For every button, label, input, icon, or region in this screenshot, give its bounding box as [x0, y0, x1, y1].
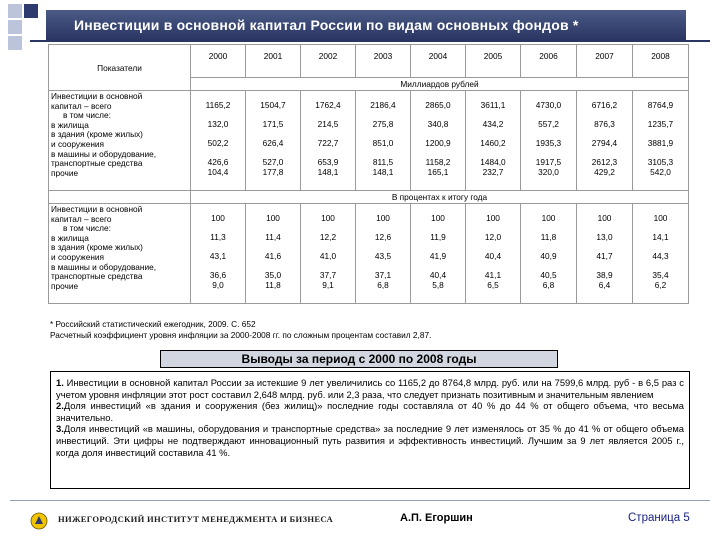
label-buildings-2: и сооружения	[51, 138, 105, 149]
value-total: 100	[541, 212, 556, 223]
institute-logo-icon	[30, 512, 48, 530]
value-total: 100	[486, 212, 500, 223]
value-housing: 557,2	[538, 118, 559, 129]
decor-square-2	[24, 4, 38, 18]
value-total: 4730,0	[535, 99, 562, 110]
value-column	[411, 91, 466, 191]
value-buildings: 43,5	[374, 250, 392, 261]
value-total: 1504,7	[260, 99, 286, 110]
value-other: 9,0	[212, 279, 224, 290]
value-column	[301, 91, 356, 191]
conclusion-2-number: 2.	[56, 400, 64, 412]
value-column	[577, 91, 633, 191]
value-other: 177,8	[262, 166, 284, 177]
conclusions-title: Выводы за период с 2000 по 2008 годы	[160, 350, 558, 368]
value-buildings: 3881,9	[647, 137, 674, 148]
value-machinery: 37,7	[319, 270, 337, 281]
value-buildings: 44,3	[652, 250, 669, 261]
year-cell: 2007	[577, 45, 633, 78]
value-other: 6,8	[377, 279, 389, 290]
row-labels-percent	[49, 204, 191, 304]
value-machinery: 1484,0	[480, 157, 506, 168]
value-other: 6,2	[654, 279, 667, 290]
value-column	[191, 204, 246, 304]
value-housing: 1235,7	[647, 118, 674, 129]
value-buildings: 626,4	[262, 137, 284, 148]
value-other: 320,0	[538, 166, 559, 177]
value-other: 5,8	[432, 279, 444, 290]
value-total: 100	[653, 212, 668, 223]
label-machinery-2: транспортные средства	[51, 271, 143, 282]
value-housing: 12,2	[319, 231, 337, 242]
value-total: 100	[597, 212, 612, 223]
unit-label-billions: Миллиардов рублей	[191, 78, 689, 91]
value-machinery: 38,9	[596, 270, 613, 281]
value-column	[411, 204, 466, 304]
value-buildings: 1460,2	[480, 137, 506, 148]
value-other: 429,2	[594, 166, 615, 177]
label-buildings-1: в здания (кроме жилых)	[51, 129, 143, 140]
value-buildings: 40,9	[540, 250, 557, 261]
value-column	[356, 91, 411, 191]
footer-divider	[10, 500, 710, 501]
label-total-1: Инвестиции в основной	[51, 204, 143, 214]
label-including: в том числе:	[63, 110, 111, 121]
institute-name: НИЖЕГОРОДСКИЙ ИНСТИТУТ МЕНЕДЖМЕНТА И БИЗНЕСА	[58, 514, 333, 524]
value-buildings: 2794,4	[591, 137, 618, 148]
label-machinery-1: в машины и оборудование,	[51, 148, 157, 159]
value-column	[191, 91, 246, 191]
label-machinery-1: в машины и оборудование,	[51, 261, 157, 272]
year-header-row	[49, 45, 689, 78]
conclusion-1-text: Инвестиции в основной капитал России за истекшие 9 лет увеличились со 1165,2 до 8764,8 млрд. руб. или на 7599,6 млрд. руб - в 6,5 раз с учетом уровня инфляции этот рост составил 2,648 млрд. руб. или 2,3 раза, что следует признать позитивным и значительным явлением	[56, 377, 684, 400]
year-cell: 2004	[411, 45, 466, 78]
value-machinery: 527,0	[262, 157, 284, 168]
data-block-percent	[49, 204, 689, 304]
value-total: 2865,0	[425, 99, 451, 110]
decor-square-1	[8, 4, 22, 18]
value-machinery: 36,6	[209, 270, 227, 281]
source-note: * Российский статистический ежегодник, 2009. С. 652	[50, 319, 256, 329]
value-machinery: 2612,3	[591, 157, 618, 168]
year-cell: 2008	[633, 45, 689, 78]
value-other: 542,0	[650, 166, 671, 177]
label-machinery-2: транспортные средства	[51, 158, 143, 169]
value-column	[521, 204, 577, 304]
investment-table	[48, 44, 689, 304]
value-buildings: 41,7	[596, 250, 613, 261]
value-other: 232,7	[482, 166, 504, 177]
value-machinery: 40,5	[540, 270, 557, 281]
decor-square-3	[8, 20, 22, 34]
label-total-2: капитал – всего	[51, 213, 112, 224]
year-cell: 2001	[246, 45, 301, 78]
label-housing: в жилища	[51, 119, 89, 130]
value-total: 100	[266, 212, 280, 223]
value-housing: 876,3	[594, 118, 615, 129]
label-other: прочие	[51, 167, 79, 178]
value-housing: 434,2	[482, 118, 504, 129]
value-machinery: 1158,2	[425, 157, 451, 168]
conclusions-box	[50, 371, 690, 489]
value-total: 100	[211, 212, 225, 223]
conclusion-3-number: 3.	[56, 423, 64, 435]
slide-title	[46, 10, 686, 40]
value-other: 165,1	[427, 166, 449, 177]
conclusion-3	[56, 423, 684, 458]
value-machinery: 653,9	[317, 157, 339, 168]
label-buildings-1: в здания (кроме жилых)	[51, 242, 143, 253]
conclusion-2	[56, 400, 684, 423]
unit-row-spacer	[49, 191, 191, 204]
year-cell: 2000	[191, 45, 246, 78]
value-housing: 12,6	[374, 231, 392, 242]
unit-row-percent	[49, 191, 689, 204]
value-total: 100	[321, 212, 335, 223]
conclusion-1-number: 1.	[56, 377, 64, 388]
value-buildings: 1935,3	[535, 137, 562, 148]
label-total-2: капитал – всего	[51, 100, 112, 111]
value-other: 148,1	[317, 166, 339, 177]
label-buildings-2: и сооружения	[51, 251, 105, 262]
value-column	[356, 204, 411, 304]
value-buildings: 502,2	[207, 137, 229, 148]
value-total: 6716,2	[591, 99, 618, 110]
label-housing: в жилища	[51, 232, 89, 243]
value-housing: 11,3	[210, 231, 226, 242]
value-column	[577, 204, 633, 304]
value-housing: 132,0	[207, 118, 229, 129]
value-machinery: 1917,5	[535, 157, 562, 168]
label-total-1: Инвестиции в основной	[51, 91, 143, 101]
value-buildings: 40,4	[484, 250, 502, 261]
value-buildings: 43,1	[209, 250, 227, 261]
value-machinery: 35,4	[652, 270, 669, 281]
value-housing: 214,5	[317, 118, 339, 129]
unit-label-percent: В процентах к итогу года	[191, 191, 689, 204]
conclusion-1	[56, 377, 684, 400]
value-column	[246, 204, 301, 304]
decor-square-4	[8, 36, 22, 50]
value-total: 8764,9	[647, 99, 674, 110]
value-other: 104,4	[207, 166, 229, 177]
value-column	[466, 91, 521, 191]
value-column	[633, 91, 689, 191]
value-housing: 11,9	[430, 231, 446, 242]
value-housing: 11,8	[540, 231, 557, 242]
value-total: 100	[431, 212, 445, 223]
conclusion-2-text: Доля инвестиций «в здания и сооружения (без жилищ)» последние годы составляла от 40 % до 44 % от общего объема, что весьма значительно.	[56, 400, 684, 423]
value-column	[246, 91, 301, 191]
row-labels-billions	[49, 91, 191, 191]
value-machinery: 40,4	[429, 270, 447, 281]
value-buildings: 851,0	[372, 137, 394, 148]
value-housing: 171,5	[262, 118, 284, 129]
value-machinery: 426,6	[207, 157, 229, 168]
indicator-header: Показатели	[49, 45, 191, 91]
year-cell: 2005	[466, 45, 521, 78]
year-cell: 2003	[356, 45, 411, 78]
value-column	[633, 204, 689, 304]
value-total: 1165,2	[205, 99, 231, 110]
value-buildings: 41,0	[319, 250, 337, 261]
value-column	[301, 204, 356, 304]
label-other: прочие	[51, 280, 79, 291]
value-housing: 275,8	[372, 118, 394, 129]
data-block-billions	[49, 91, 689, 191]
value-machinery: 35,0	[264, 270, 282, 281]
page-number: Страница 5	[628, 512, 690, 524]
value-buildings: 41,6	[264, 250, 282, 261]
value-housing: 14,1	[652, 231, 669, 242]
value-machinery: 37,1	[374, 270, 392, 281]
value-column	[521, 91, 577, 191]
value-machinery: 41,1	[484, 270, 502, 281]
year-cell: 2002	[301, 45, 356, 78]
value-buildings: 1200,9	[425, 137, 451, 148]
label-including: в том числе:	[63, 223, 111, 234]
slide-title-text: Инвестиции в основной капитал России по видам основных фондов *	[74, 17, 579, 33]
value-total: 3611,1	[480, 99, 506, 110]
title-underline	[30, 40, 710, 42]
value-other: 6,8	[542, 279, 555, 290]
value-other: 6,4	[598, 279, 611, 290]
value-other: 148,1	[372, 166, 394, 177]
value-other: 11,8	[265, 279, 281, 290]
value-housing: 12,0	[484, 231, 502, 242]
value-buildings: 722,7	[317, 137, 339, 148]
value-machinery: 811,5	[372, 157, 394, 168]
inflation-note: Расчетный коэффициент уровня инфляции за 2000-2008 гг. по сложным процентам составил 2,87.	[50, 330, 432, 340]
conclusion-3-text: Доля инвестиций «в машины, оборудования и транспортные средства» за последние 9 лет изменялось от 35 % до 41 % от общего объема инвестиций. Эти цифры не подтверждают инновационный путь развития и эффективность инвестиций. Лучшим за 9 лет является 2005 г., когда доля инвестиций составила 41 %.	[56, 423, 684, 458]
footnotes	[50, 319, 690, 341]
value-buildings: 41,9	[429, 250, 447, 261]
value-other: 6,5	[487, 279, 499, 290]
value-machinery: 3105,3	[647, 157, 674, 168]
value-housing: 11,4	[265, 231, 281, 242]
author-name: А.П. Егоршин	[400, 512, 473, 524]
value-column	[466, 204, 521, 304]
value-housing: 340,8	[427, 118, 449, 129]
value-total: 100	[376, 212, 390, 223]
year-cell: 2006	[521, 45, 577, 78]
value-total: 2186,4	[370, 99, 396, 110]
value-housing: 13,0	[596, 231, 613, 242]
value-total: 1762,4	[315, 99, 341, 110]
value-other: 9,1	[322, 279, 334, 290]
